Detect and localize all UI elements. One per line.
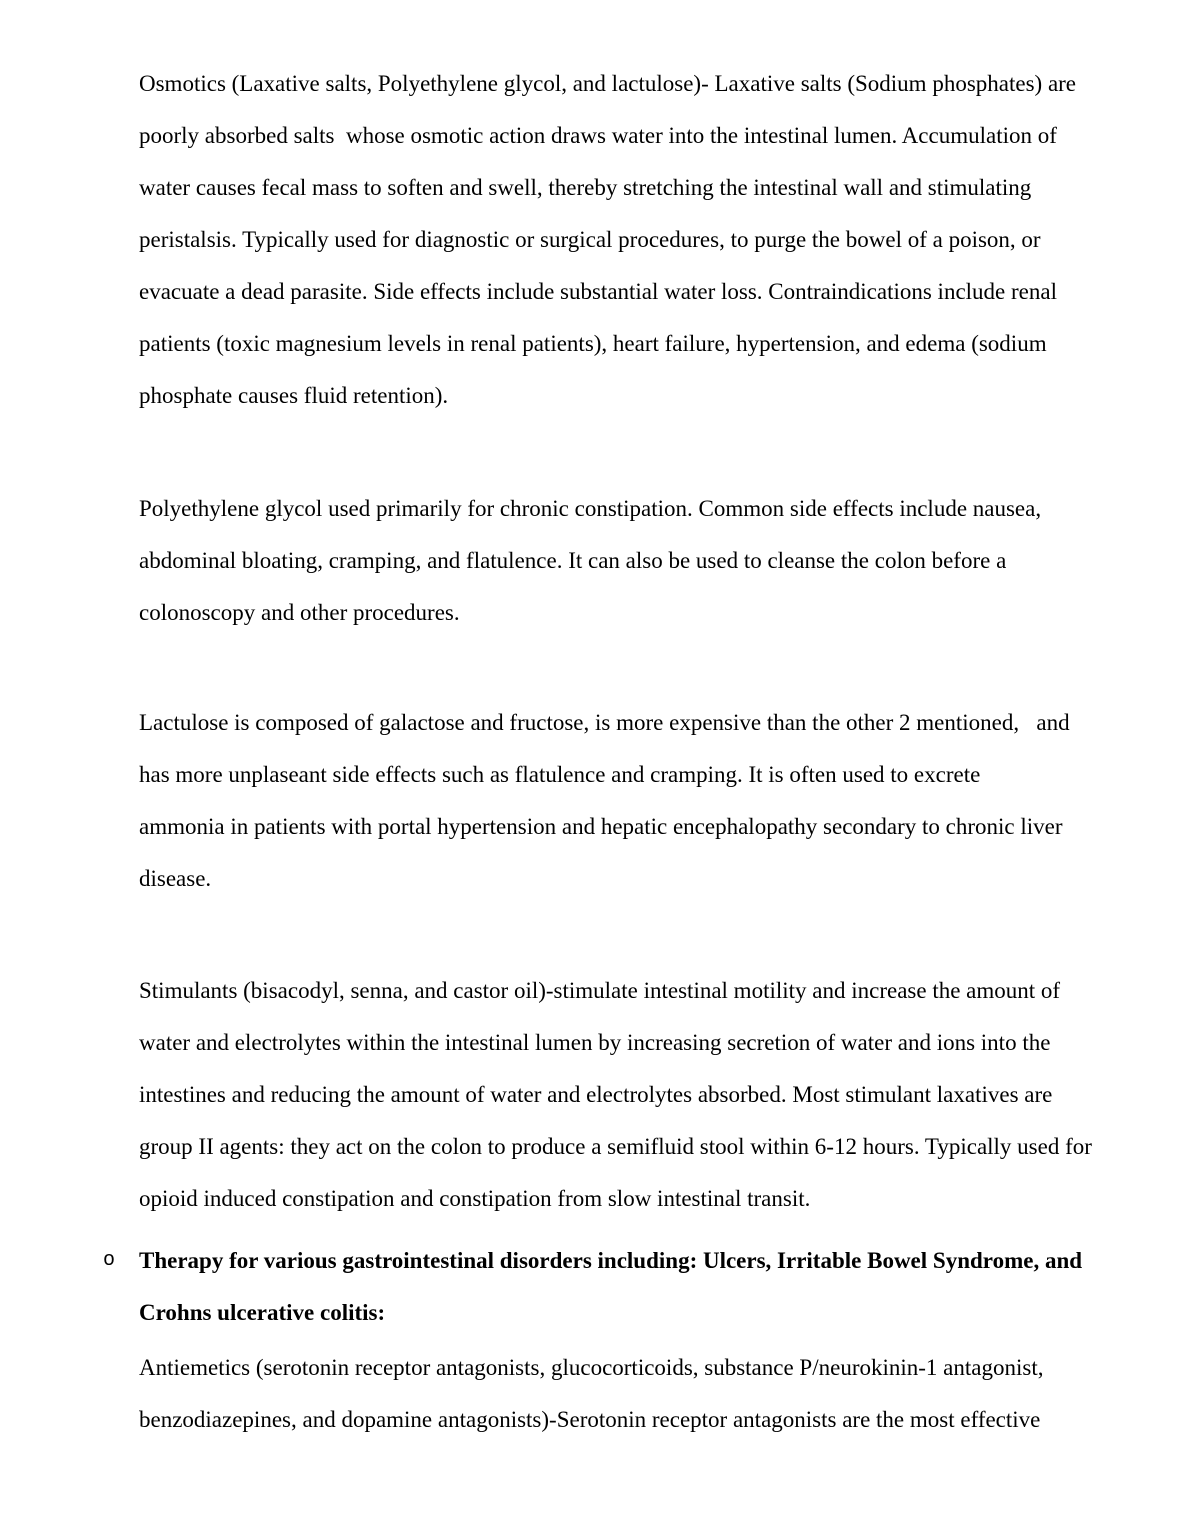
text-line: intestines and reducing the amount of water and electrolytes absorbed. Most stimulant laxatives are <box>139 1082 1053 1107</box>
text-line: Stimulants (bisacodyl, senna, and castor oil)-stimulate intestinal motility and increase the amount of <box>139 978 1061 1003</box>
text-line: water and electrolytes within the intestinal lumen by increasing secretion of water and ions into the <box>139 1030 1051 1055</box>
text-line: opioid induced constipation and constipation from slow intestinal transit. <box>139 1186 811 1211</box>
paragraph-lactulose <box>139 697 1169 905</box>
text-line: Lactulose is composed of galactose and fructose, is more expensive than the other 2 mentioned, and <box>139 710 1070 735</box>
text-line: abdominal bloating, cramping, and flatulence. It can also be used to cleanse the colon before a <box>139 548 1007 573</box>
paragraph-stimulants <box>139 965 1169 1225</box>
text-line: group II agents: they act on the colon to produce a semifluid stool within 6-12 hours. Typically used for <box>139 1134 1092 1159</box>
text-line: water causes fecal mass to soften and swell, thereby stretching the intestinal wall and stimulating <box>139 175 1032 200</box>
text-line: has more unplaseant side effects such as flatulence and cramping. It is often used to excrete <box>139 762 981 787</box>
text-line: colonoscopy and other procedures. <box>139 600 460 625</box>
heading-line: Therapy for various gastrointestinal disorders including: Ulcers, Irritable Bowel Syndrome, and <box>139 1248 1083 1273</box>
document-content <box>103 58 1169 1446</box>
text-line: Osmotics (Laxative salts, Polyethylene glycol, and lactulose)- Laxative salts (Sodium phosphates) are <box>139 71 1077 96</box>
text-line: Antiemetics (serotonin receptor antagonists, glucocorticoids, substance P/neurokinin-1 antagonist, <box>139 1355 1044 1380</box>
text-line: evacuate a dead parasite. Side effects include substantial water loss. Contraindications include renal <box>139 279 1057 304</box>
text-line: ammonia in patients with portal hypertension and hepatic encephalopathy secondary to chronic liver <box>139 814 1063 839</box>
text-line: phosphate causes fluid retention). <box>139 383 449 408</box>
paragraph-osmotics <box>139 58 1169 422</box>
text-line: peristalsis. Typically used for diagnostic or surgical procedures, to purge the bowel of a poison, or <box>139 227 1041 252</box>
text-line: disease. <box>139 866 212 891</box>
paragraph-antiemetics <box>139 1342 1169 1446</box>
text-line: benzodiazepines, and dopamine antagonists)-Serotonin receptor antagonists are the most effective <box>139 1407 1041 1432</box>
paragraph-polyethylene-glycol <box>139 483 1169 639</box>
bullet-marker: o <box>103 1249 116 1272</box>
text-line: patients (toxic magnesium levels in renal patients), heart failure, hypertension, and edema (sodium <box>139 331 1047 356</box>
bullet-item-gi-therapy-heading <box>103 1235 1169 1339</box>
text-line: Polyethylene glycol used primarily for chronic constipation. Common side effects include nausea, <box>139 496 1042 521</box>
text-line: poorly absorbed salts whose osmotic action draws water into the intestinal lumen. Accumulation of <box>139 123 1057 148</box>
heading-line: Crohns ulcerative colitis: <box>139 1300 386 1325</box>
